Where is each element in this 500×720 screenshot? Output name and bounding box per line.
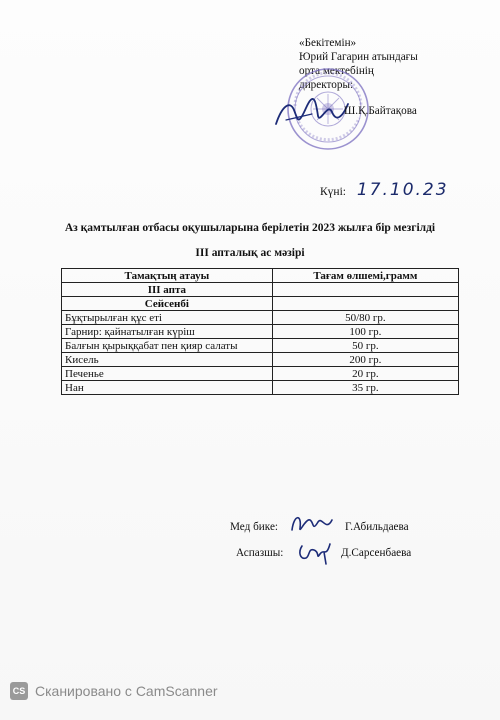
column-header-dish: Тамақтың атауы	[62, 269, 273, 283]
cook-label: Аспазшы:	[236, 547, 284, 559]
table-row	[62, 339, 459, 353]
approval-school-line: Юрий Гагарин атындағы	[299, 51, 418, 63]
dish-portion: 50 гр.	[272, 339, 458, 353]
table-row	[62, 381, 459, 395]
table-row	[62, 353, 459, 367]
dish-portion: 20 гр.	[272, 367, 458, 381]
week-label: III апта	[62, 283, 273, 297]
cook-signature	[296, 538, 332, 566]
nurse-label: Мед бике:	[230, 521, 279, 533]
dish-portion: 100 гр.	[272, 325, 458, 339]
document-title: Аз қамтылған отбасы оқушыларына берілетін 2023 жылға бір мезгілді	[64, 222, 436, 234]
date-label: Күні:	[320, 186, 346, 198]
date-value: 17.10.23	[356, 180, 449, 200]
date-row	[320, 180, 449, 200]
approval-position: директоры:	[299, 79, 354, 91]
table-row	[62, 311, 459, 325]
dish-name: Гарнир: қайнатылған күріш	[62, 325, 273, 339]
dish-name: Нан	[62, 381, 273, 395]
nurse-name: Г.Абильдаева	[345, 521, 409, 533]
cook-name: Д.Сарсенбаева	[341, 547, 412, 559]
empty-cell	[272, 283, 458, 297]
approval-school-line-2: орта мектебінің	[299, 65, 374, 77]
dish-name: Печенье	[62, 367, 273, 381]
dish-portion: 50/80 гр.	[272, 311, 458, 325]
dish-name: Бұқтырылған құс еті	[62, 311, 273, 325]
watermark-text: Сканировано с CamScanner	[35, 683, 218, 699]
dish-name: Балғын қырыққабат пен қияр салаты	[62, 339, 273, 353]
camscanner-logo-icon: CS	[10, 682, 28, 700]
dish-portion: 35 гр.	[272, 381, 458, 395]
director-signature	[272, 96, 350, 130]
week-row	[62, 283, 459, 297]
day-row	[62, 297, 459, 311]
director-name: Ш.Қ.Байтақова	[344, 105, 417, 117]
day-label: Сейсенбі	[62, 297, 273, 311]
table-header-row	[62, 269, 459, 283]
table-row	[62, 325, 459, 339]
empty-cell	[272, 297, 458, 311]
menu-table	[61, 268, 459, 395]
approval-heading: «Бекітемін»	[299, 37, 357, 49]
nurse-signature	[288, 510, 336, 538]
column-header-portion: Тағам өлшемі,грамм	[272, 269, 458, 283]
document-subtitle: III апталық ас мәзірі	[195, 247, 305, 259]
table-row	[62, 367, 459, 381]
dish-name: Кисель	[62, 353, 273, 367]
camscanner-watermark	[10, 682, 218, 700]
dish-portion: 200 гр.	[272, 353, 458, 367]
